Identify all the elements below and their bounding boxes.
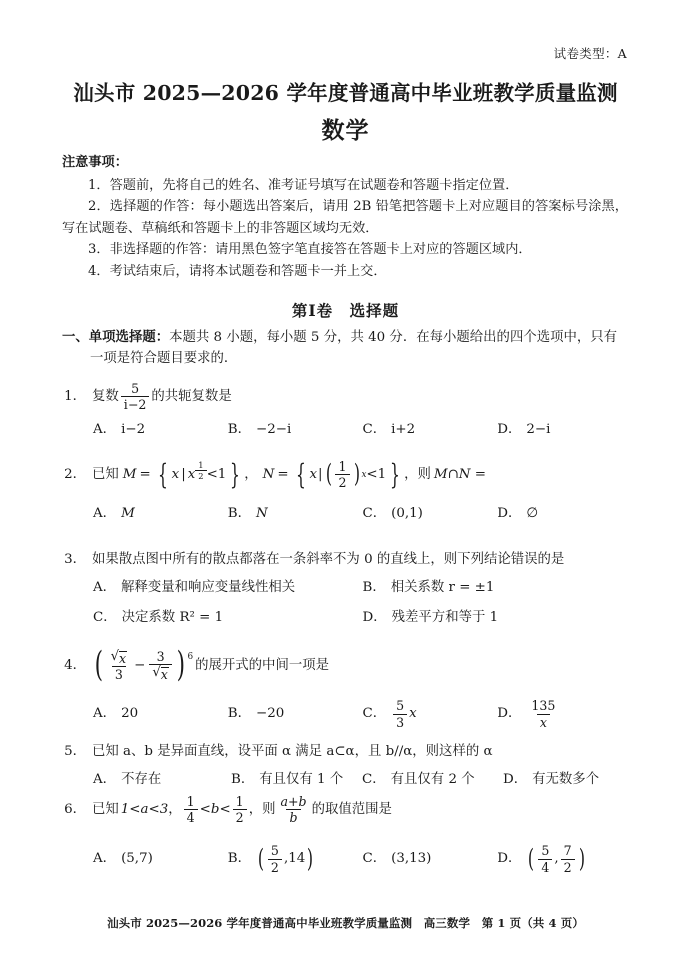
- q4-radicand-2: x: [160, 667, 168, 683]
- q4-opt-c-num: 5: [396, 698, 405, 714]
- q6-fraction-2: [233, 795, 247, 824]
- q2-eq-1: =: [139, 466, 151, 482]
- subject-title: 数学: [321, 117, 370, 144]
- question-6-number: 6．: [64, 801, 86, 817]
- q2-eq-2: =: [277, 466, 289, 482]
- q6-opt-d-num-2: 7: [563, 843, 572, 859]
- q2-set-n-builder: [292, 457, 405, 491]
- question-3-option-b[interactable]: [363, 579, 633, 597]
- question-5-option-d[interactable]: [503, 771, 599, 789]
- q1-den-op: −: [127, 397, 139, 413]
- question-4-number: 4．: [64, 657, 86, 673]
- question-5-number: 5．: [64, 744, 86, 759]
- page-footer: 汕头市 2025—2026 学年度普通高中毕业班教学质量监测 高三数学 第 1 页（共 4 页）: [107, 916, 584, 930]
- question-4-option-a[interactable]: [93, 699, 228, 728]
- q6-opt-a-text: (5,7): [121, 851, 153, 867]
- q6-opt-b-num: 5: [270, 843, 279, 859]
- question-3-options-row-2: [62, 609, 632, 627]
- q1-opt-c-text: i+2: [391, 422, 416, 438]
- question-5-option-b[interactable]: [231, 771, 362, 789]
- q4-stem-post: 的展开式的中间一项是: [195, 657, 330, 673]
- q2-n-paren-group: [324, 460, 362, 489]
- q5-opt-d-text: 有无数多个: [532, 772, 600, 787]
- q2-opt-d-label: D．: [497, 506, 522, 522]
- q6-f1-den: 4: [184, 809, 198, 824]
- notice-item-3: 3．非选择题的作答：请用黑色签字笔直接答在答题卡上对应的答题区域内．: [88, 242, 532, 257]
- q1-opt-d-label: D．: [497, 422, 522, 438]
- q4-opt-c-den: 3: [393, 714, 407, 729]
- q1-den-a: i: [123, 397, 128, 413]
- q6-opt-d-label: D．: [497, 851, 522, 867]
- q6-f2-num: 1: [235, 794, 244, 809]
- q1-den-b: 2: [138, 397, 147, 413]
- section-1-label: 一、单项选择题：: [62, 329, 170, 345]
- q4-lparen: (: [94, 645, 104, 686]
- q2-m-rbrace: }: [230, 457, 241, 491]
- q3-opt-d-text: 残差平方和等于 1: [391, 610, 499, 625]
- q1-opt-b-text: −2−i: [255, 422, 292, 438]
- q4-opt-d-fraction: [528, 699, 558, 728]
- q4-term1-fraction: [108, 650, 131, 681]
- q6-relation-1: <b<: [199, 801, 231, 817]
- question-2-option-d[interactable]: [497, 505, 632, 523]
- question-3-option-c[interactable]: [93, 609, 363, 627]
- q6-opt-d-num-1: 5: [541, 843, 550, 859]
- q4-operator: −: [134, 657, 146, 673]
- q4-opt-c-tail: x: [409, 706, 417, 722]
- q4-term1-denominator: 3: [112, 666, 126, 681]
- q2-m-exp-num: 1: [198, 459, 204, 470]
- q4-sqrt-x-1: [111, 650, 128, 665]
- q6-opt-b-group: [256, 844, 315, 873]
- question-2-option-a[interactable]: [93, 505, 228, 523]
- question-6-option-b[interactable]: [228, 844, 363, 873]
- question-2-stem-pre: 已知: [92, 466, 119, 482]
- q2-opt-a-text: M: [121, 506, 135, 522]
- question-1-frac-numerator: 5: [131, 381, 140, 396]
- question-3-stem-text: 如果散点图中所有的散点都落在一条斜率不为 0 的直线上，则下列结论错误的是: [92, 552, 565, 567]
- q6-opt-b-rparen: ): [307, 843, 314, 874]
- q2-m-var: x: [171, 466, 180, 482]
- question-6-stem-pre: 已知: [92, 801, 119, 817]
- question-6-option-c[interactable]: [363, 844, 498, 873]
- notice-heading: 注意事项：: [62, 155, 128, 170]
- q6-stem-post: 的取值范围是: [311, 801, 392, 817]
- question-5: [62, 743, 632, 789]
- question-2-stem: [62, 457, 632, 491]
- q4-opt-a-text: 20: [121, 706, 139, 722]
- q2-n-lparen: (: [325, 459, 332, 490]
- q4-power: 6: [187, 652, 194, 662]
- q5-opt-d-label: D．: [503, 772, 528, 787]
- q4-opt-d-num: 135: [531, 698, 556, 714]
- notice-item-4: 4．考试结束后，请将本试题卷和答题卡一并上交．: [88, 263, 387, 279]
- q2-n-var: x: [309, 466, 318, 482]
- q2-n-fraction: [335, 460, 349, 489]
- q2-m-exp-den: 2: [195, 470, 206, 481]
- q2-stem-post: ，则: [404, 466, 431, 482]
- q3-opt-c-label: C．: [93, 610, 117, 625]
- question-3-stem: [62, 551, 632, 569]
- q3-opt-d-label: D．: [362, 610, 387, 625]
- question-5-option-c[interactable]: [362, 771, 503, 789]
- q6-f2-den: 2: [233, 809, 247, 824]
- question-5-stem-text: 已知 a、b 是异面直线，设平面 α 满足 a⊂α，且 b//α，则这样的 α: [92, 744, 493, 759]
- question-2-option-c[interactable]: [363, 505, 498, 523]
- q6-opt-d-fraction-1: [538, 844, 552, 873]
- question-1-fraction: [121, 382, 150, 411]
- question-1-stem-post: 的共轭复数是: [151, 388, 232, 404]
- q4-term2-denominator: [149, 664, 172, 681]
- q4-radical-sign-2: √: [152, 665, 161, 681]
- q6-f1-num: 1: [186, 794, 195, 809]
- q2-opt-a-label: A．: [93, 506, 117, 522]
- q3-opt-a-text: 解释变量和响应变量线性相关: [121, 580, 296, 595]
- q2-result: M∩N =: [433, 466, 486, 482]
- q3-opt-a-label: A．: [93, 580, 117, 595]
- part-1-heading: 第Ⅰ卷 选择题: [291, 301, 400, 320]
- question-4-options: [62, 699, 632, 728]
- q2-opt-b-text: N: [255, 506, 268, 522]
- question-2-number: 2．: [64, 466, 86, 482]
- q5-opt-a-text: 不存在: [121, 772, 162, 787]
- q2-opt-c-text: (0,1): [391, 506, 423, 522]
- q1-opt-c-label: C．: [362, 422, 387, 438]
- question-2: [62, 457, 632, 523]
- q2-m-bar: |: [181, 466, 186, 482]
- question-6-option-a[interactable]: [93, 844, 228, 873]
- q6-opt-d-rparen: ): [578, 843, 585, 874]
- q1-opt-d-text: 2−i: [526, 422, 551, 438]
- q5-opt-c-text: 有且仅有 2 个: [390, 772, 475, 787]
- q5-opt-b-label: B．: [231, 772, 255, 787]
- question-1-option-c[interactable]: [363, 421, 498, 439]
- question-4-option-d[interactable]: [497, 699, 632, 728]
- q3-opt-b-text: 相关系数 r = ±1: [390, 580, 495, 595]
- q2-set-n: N: [262, 466, 275, 482]
- q4-opt-a-label: A．: [93, 706, 117, 722]
- q4-opt-b-text: −20: [255, 706, 285, 722]
- q2-opt-d-text: ∅: [526, 506, 539, 522]
- q6-fraction-1: [184, 795, 198, 824]
- question-6-option-d[interactable]: [497, 844, 632, 873]
- q2-opt-b-label: B．: [227, 506, 251, 522]
- question-1-stem: [62, 382, 632, 411]
- section-1-desc-cont: 一项是符合题目要求的．: [90, 351, 238, 366]
- question-1: [62, 382, 632, 439]
- q2-comma: ，: [244, 466, 258, 482]
- question-4-option-c[interactable]: [363, 699, 498, 728]
- q2-set-m-builder: [154, 457, 244, 491]
- notice-item-1: 1．答题前，先将自己的姓名、准考证号填写在试题卷和答题卡指定位置．: [88, 177, 519, 193]
- question-3-number: 3．: [64, 552, 86, 567]
- q4-rparen: ): [176, 645, 185, 686]
- question-1-options: [62, 421, 632, 439]
- q2-m-lbrace: {: [157, 457, 168, 491]
- q2-n-rbrace: }: [390, 457, 401, 491]
- q3-opt-c-text: 决定系数 R² = 1: [121, 610, 224, 625]
- q2-n-exponent: x: [361, 469, 367, 480]
- q4-opt-c-label: C．: [362, 706, 387, 722]
- q4-opt-d-label: D．: [497, 706, 522, 722]
- q1-opt-a-text: i−2: [121, 422, 146, 438]
- q4-sqrt-x-2: [152, 666, 169, 681]
- q6-opt-d-fraction-2: [561, 844, 575, 873]
- q6-opt-c-text: (3,13): [391, 851, 432, 867]
- question-4-stem: [62, 645, 632, 686]
- q1-opt-b-label: B．: [227, 422, 251, 438]
- q2-n-frac-num: 1: [338, 459, 347, 474]
- q4-opt-c-fraction: [393, 699, 407, 728]
- question-1-option-a[interactable]: [93, 421, 228, 439]
- q4-binomial-group: [92, 645, 187, 686]
- q6-comma-2: ，则: [248, 801, 276, 817]
- question-6-options: [62, 844, 632, 873]
- q2-m-base: x: [187, 466, 196, 482]
- q4-term1-numerator: [108, 650, 131, 666]
- q6-opt-d-den-1: 4: [538, 859, 552, 874]
- question-1-stem-pre: 复数: [92, 388, 119, 404]
- q4-radicand-1: x: [119, 651, 127, 666]
- question-2-options: [62, 505, 632, 523]
- q4-term2-numerator: 3: [156, 649, 165, 664]
- q2-set-m: M: [122, 466, 137, 482]
- q6-opt-b-fraction: [268, 844, 282, 873]
- question-1-frac-denominator: [121, 396, 150, 411]
- q6-comma-1: ，: [168, 801, 182, 817]
- q1-opt-a-label: A．: [93, 422, 117, 438]
- q6-f3-den: b: [286, 809, 300, 824]
- q6-opt-b-lparen: (: [257, 843, 265, 874]
- question-1-option-b[interactable]: [228, 421, 363, 439]
- q4-opt-d-den: x: [537, 714, 550, 729]
- page-title: 汕头市 2025—2026 学年度普通高中毕业班教学质量监测: [73, 81, 618, 105]
- q4-opt-b-label: B．: [227, 706, 251, 722]
- question-6: [62, 795, 632, 874]
- q2-n-rparen: ): [353, 459, 360, 490]
- question-3-options-row-1: [62, 579, 632, 597]
- q6-fraction-3: [277, 795, 309, 824]
- q6-inequality-1: 1<a<3: [120, 801, 169, 817]
- q2-n-bar: |: [318, 466, 323, 482]
- section-1-intro: [62, 327, 628, 369]
- q6-opt-c-label: C．: [362, 851, 387, 867]
- q3-opt-b-label: B．: [362, 580, 386, 595]
- paper-type-label: 试卷类型：A: [553, 46, 627, 61]
- q5-opt-b-text: 有且仅有 1 个: [259, 772, 344, 787]
- q2-n-rel: <1: [366, 466, 387, 482]
- q6-opt-a-label: A．: [93, 851, 117, 867]
- q2-opt-c-label: C．: [362, 506, 387, 522]
- question-3-option-a[interactable]: [93, 579, 363, 597]
- q2-n-lbrace: {: [295, 457, 306, 491]
- section-1-desc: 本题共 8 小题，每小题 5 分，共 40 分．在每小题给出的四个选项中，只有: [169, 330, 618, 345]
- q6-opt-b-den: 2: [268, 859, 282, 874]
- question-1-number: 1．: [64, 388, 86, 404]
- question-3: [62, 551, 632, 627]
- q6-f3-num: a+b: [280, 794, 307, 809]
- question-5-option-a[interactable]: [93, 771, 231, 789]
- question-5-stem: [62, 743, 632, 761]
- question-4: [62, 645, 632, 730]
- question-1-option-d[interactable]: [497, 421, 632, 439]
- q6-opt-b-label: B．: [227, 851, 251, 867]
- question-2-option-b[interactable]: [228, 505, 363, 523]
- q6-opt-d-mid: ,: [554, 851, 559, 867]
- question-5-options: [62, 771, 632, 789]
- q5-opt-a-label: A．: [93, 772, 117, 787]
- q6-opt-d-group: [526, 844, 586, 873]
- notice-block: [62, 152, 628, 282]
- q6-opt-b-tail: ,14: [283, 851, 306, 867]
- question-4-option-b[interactable]: [228, 699, 363, 728]
- q4-term2-fraction: [149, 650, 172, 681]
- q5-opt-c-label: C．: [362, 772, 386, 787]
- q2-m-rel: <1: [206, 466, 227, 482]
- question-6-stem: [62, 795, 632, 824]
- q2-n-frac-den: 2: [335, 474, 349, 489]
- notice-item-2: 2．选择题的作答：每小题选出答案后，请用 2B 铅笔把答题卡上对应题目的答案标号涂黑，写在试题卷、草稿纸和答题卡上的非答题区域均无效．: [62, 199, 628, 236]
- question-3-option-d[interactable]: [363, 609, 633, 627]
- q6-opt-d-den-2: 2: [561, 859, 575, 874]
- q4-radical-sign-1: √: [110, 649, 120, 664]
- q6-opt-d-lparen: (: [528, 843, 535, 874]
- q2-m-exponent: [195, 461, 206, 481]
